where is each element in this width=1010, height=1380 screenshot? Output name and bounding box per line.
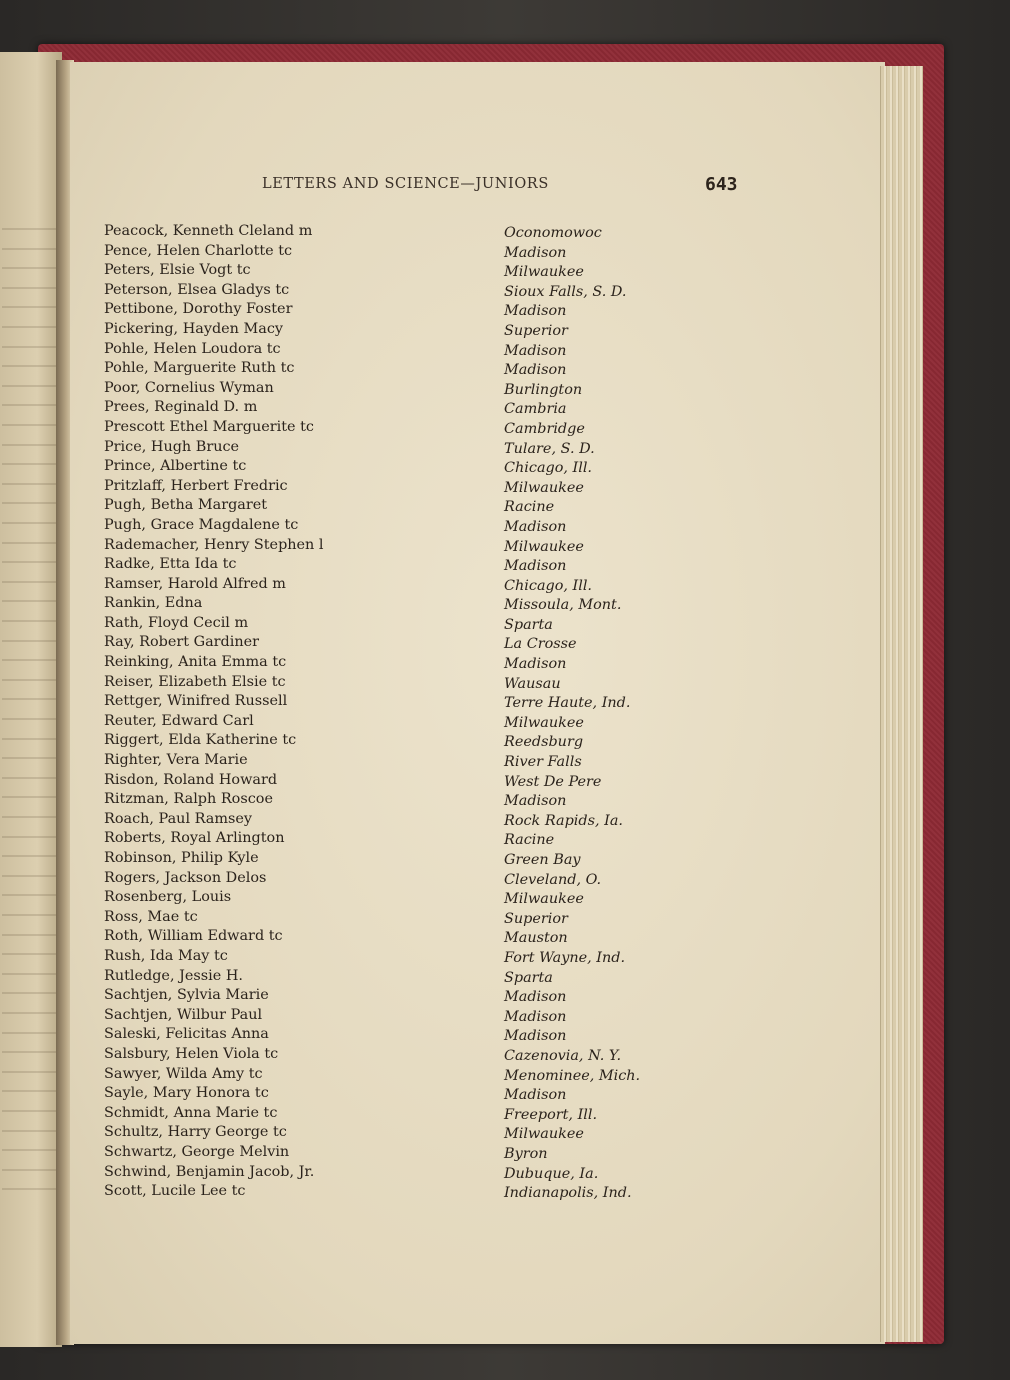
student-name: Pohle, Marguerite Ruth tc [104, 360, 295, 377]
show-through-line [2, 836, 60, 838]
student-hometown: Madison [504, 793, 567, 810]
student-hometown: Freeport, Ill. [504, 1106, 598, 1123]
student-hometown: Madison [504, 656, 567, 673]
show-through-line [2, 287, 60, 289]
show-through-line [2, 1051, 60, 1053]
show-through-line [2, 228, 60, 230]
show-through-line [2, 483, 60, 485]
student-name: Rush, Ida May tc [104, 947, 228, 964]
student-hometown: West De Pere [504, 773, 602, 790]
student-name: Rogers, Jackson Delos [104, 869, 267, 886]
show-through-line [2, 522, 60, 524]
show-through-line [2, 502, 60, 504]
student-hometown: Byron [504, 1145, 548, 1162]
show-through-line [2, 365, 60, 367]
show-through-line [2, 796, 60, 798]
show-through-line [2, 1188, 60, 1190]
page-number: 643 [705, 174, 738, 195]
student-name: Roach, Paul Ramsey [104, 810, 253, 827]
student-hometown: Superior [504, 910, 568, 927]
show-through-line [2, 1130, 60, 1132]
show-through-line [2, 561, 60, 563]
show-through-line [2, 659, 60, 661]
show-through-line [2, 1090, 60, 1092]
page-block-edges [880, 66, 923, 1342]
student-hometown: Cambria [504, 401, 567, 418]
student-hometown: Superior [504, 322, 568, 339]
student-hometown: Madison [504, 1087, 567, 1104]
student-name: Rankin, Edna [104, 595, 203, 612]
student-name: Prince, Albertine tc [104, 458, 247, 475]
show-through-line [2, 816, 60, 818]
student-name: Rosenberg, Louis [104, 889, 232, 906]
student-name: Schmidt, Anna Marie tc [104, 1104, 278, 1121]
show-through-line [2, 875, 60, 877]
show-through-line [2, 738, 60, 740]
show-through-line [2, 1110, 60, 1112]
student-hometown: Sparta [504, 616, 553, 633]
student-name: Salsbury, Helen Viola tc [104, 1045, 279, 1062]
show-through-line [2, 855, 60, 857]
student-hometown: Reedsburg [504, 734, 584, 751]
show-through-line [2, 718, 60, 720]
student-hometown: Madison [504, 558, 567, 575]
student-hometown: Madison [504, 989, 567, 1006]
student-hometown: Tulare, S. D. [504, 440, 595, 457]
student-hometown: Milwaukee [504, 264, 584, 281]
student-name: Roberts, Royal Arlington [104, 830, 285, 847]
student-name: Pohle, Helen Loudora tc [104, 340, 281, 357]
show-through-line [2, 404, 60, 406]
student-hometown: Green Bay [504, 852, 581, 868]
show-through-line [2, 444, 60, 446]
student-hometown: Madison [504, 1028, 567, 1045]
student-name: Prescott Ethel Marguerite tc [104, 418, 314, 435]
student-name: Schwartz, George Melvin [104, 1143, 290, 1160]
show-through-line [2, 248, 60, 250]
student-hometown: Sparta [504, 969, 553, 986]
student-hometown: La Crosse [504, 636, 577, 653]
student-name: Schwind, Benjamin Jacob, Jr. [104, 1163, 315, 1180]
student-name: Ray, Robert Gardiner [104, 634, 260, 651]
show-through-line [2, 326, 60, 328]
student-hometown: Milwaukee [504, 1126, 584, 1143]
student-hometown: Wausau [504, 675, 561, 692]
student-hometown: River Falls [504, 754, 582, 771]
student-hometown: Cleveland, O. [504, 871, 602, 888]
show-through-line [2, 581, 60, 583]
show-through-line [2, 777, 60, 779]
student-name: Schultz, Harry George tc [104, 1124, 287, 1141]
student-name: Risdon, Roland Howard [104, 771, 278, 788]
student-name: Righter, Vera Marie [104, 752, 248, 769]
show-through-line [2, 640, 60, 642]
student-name: Roth, William Edward tc [104, 928, 283, 945]
student-name: Peters, Elsie Vogt tc [104, 262, 251, 279]
student-name: Prees, Reginald D. m [104, 399, 258, 416]
student-name: Ritzman, Ralph Roscoe [104, 791, 273, 808]
student-name: Poor, Cornelius Wyman [104, 379, 274, 396]
show-through-line [2, 1071, 60, 1073]
student-name: Reinking, Anita Emma tc [104, 654, 287, 671]
student-hometown: Burlington [504, 381, 583, 398]
show-through-line [2, 346, 60, 348]
previous-page-edge [0, 52, 62, 1347]
student-name: Pettibone, Dorothy Foster [104, 301, 293, 318]
student-name: Sachtjen, Sylvia Marie [104, 987, 269, 1004]
show-through-line [2, 953, 60, 955]
student-name: Rath, Floyd Cecil m [104, 614, 249, 631]
student-name: Peterson, Elsea Gladys tc [104, 281, 290, 298]
show-through-line [2, 698, 60, 700]
student-name: Scott, Lucile Lee tc [104, 1183, 246, 1200]
student-name: Radke, Etta Ida tc [104, 556, 237, 573]
show-through-line [2, 463, 60, 465]
show-through-line [2, 894, 60, 896]
student-hometown: Madison [504, 518, 567, 535]
student-hometown: Milwaukee [504, 538, 584, 555]
student-name: Peacock, Kenneth Cleland m [104, 223, 313, 239]
student-hometown: Madison [504, 303, 567, 320]
show-through-line [2, 914, 60, 916]
student-hometown: Menominee, Mich. [504, 1067, 641, 1084]
student-name: Riggert, Elda Katherine tc [104, 732, 297, 749]
show-through-line [2, 934, 60, 936]
student-hometown: Mauston [504, 930, 568, 947]
student-hometown: Fort Wayne, Ind. [504, 949, 626, 966]
student-hometown: Rock Rapids, Ia. [504, 812, 623, 829]
student-hometown: Cambridge [504, 420, 585, 437]
student-hometown: Racine [504, 499, 555, 516]
student-name: Pritzlaff, Herbert Fredric [104, 477, 288, 494]
student-hometown: Terre Haute, Ind. [504, 695, 631, 712]
show-through-line [2, 1012, 60, 1014]
student-name: Reuter, Edward Carl [104, 712, 254, 729]
show-through-line [2, 542, 60, 544]
student-name: Reiser, Elizabeth Elsie tc [104, 673, 286, 690]
student-hometown: Racine [504, 832, 555, 849]
show-through-line [2, 757, 60, 759]
student-name: Rutledge, Jessie H. [104, 967, 243, 984]
student-name: Pugh, Betha Margaret [104, 497, 268, 514]
show-through-line [2, 1032, 60, 1034]
student-name: Ramser, Harold Alfred m [104, 575, 286, 592]
running-head: LETTERS AND SCIENCE—JUNIORS [262, 176, 549, 192]
student-name: Saleski, Felicitas Anna [104, 1026, 269, 1043]
student-hometown: Madison [504, 342, 567, 359]
student-hometown: Madison [504, 244, 567, 261]
show-through-line [2, 679, 60, 681]
student-hometown: Chicago, Ill. [504, 577, 593, 594]
student-name: Rademacher, Henry Stephen l [104, 536, 324, 553]
show-through-line [2, 424, 60, 426]
student-name: Pickering, Hayden Macy [104, 320, 284, 337]
student-hometown: Oconomowoc [504, 225, 602, 241]
student-hometown: Milwaukee [504, 714, 584, 731]
student-hometown: Missoula, Mont. [504, 597, 622, 614]
show-through-line [2, 992, 60, 994]
student-hometown: Dubuque, Ia. [504, 1165, 599, 1182]
student-name: Sawyer, Wilda Amy tc [104, 1065, 263, 1082]
student-name: Price, Hugh Bruce [104, 438, 240, 455]
student-hometown: Sioux Falls, S. D. [504, 283, 627, 300]
student-name: Ross, Mae tc [104, 908, 198, 925]
student-name: Robinson, Philip Kyle [104, 850, 259, 866]
student-hometown: Madison [504, 362, 567, 379]
show-through-line [2, 306, 60, 308]
show-through-line [2, 600, 60, 602]
student-hometown: Cazenovia, N. Y. [504, 1047, 622, 1064]
hometowns-column [504, 224, 704, 1204]
student-hometown: Milwaukee [504, 891, 584, 908]
student-name: Rettger, Winifred Russell [104, 693, 288, 710]
show-through-line [2, 1149, 60, 1151]
show-through-line [2, 973, 60, 975]
student-name: Sachtjen, Wilbur Paul [104, 1006, 263, 1023]
student-name: Sayle, Mary Honora tc [104, 1085, 269, 1102]
show-through-line [2, 385, 60, 387]
student-hometown: Milwaukee [504, 479, 584, 496]
show-through-line [2, 620, 60, 622]
show-through-line [2, 267, 60, 269]
student-hometown: Indianapolis, Ind. [504, 1185, 632, 1202]
student-name: Pence, Helen Charlotte tc [104, 242, 293, 259]
student-hometown: Madison [504, 1008, 567, 1025]
student-hometown: Chicago, Ill. [504, 460, 593, 477]
show-through-line [2, 1169, 60, 1171]
student-name: Pugh, Grace Magdalene tc [104, 516, 299, 533]
student-names-column [104, 222, 384, 1202]
